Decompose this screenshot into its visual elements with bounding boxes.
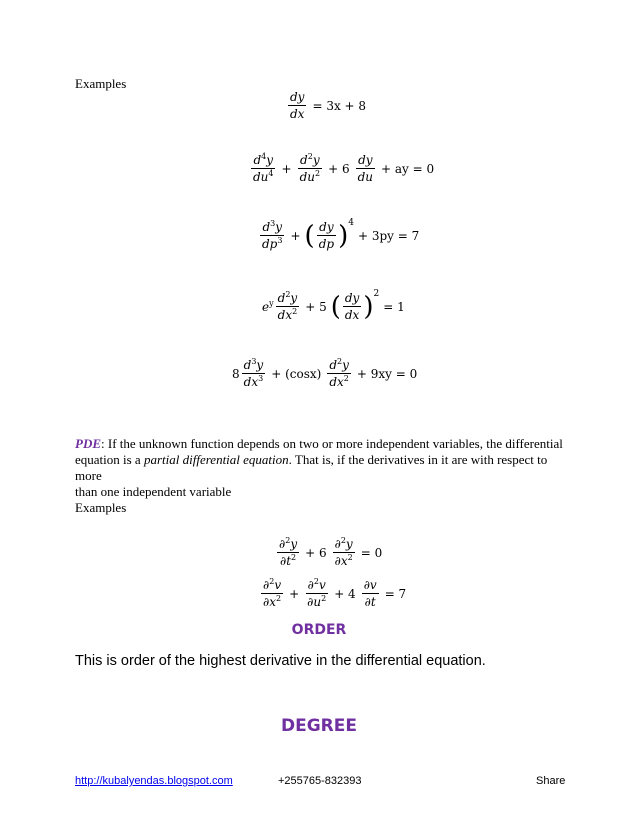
fraction [356,153,375,184]
numerator: $d^2y$ [300,152,320,167]
rhs: = 3x + 8 [312,98,367,113]
left-paren: ( [304,220,315,251]
equation-3 [258,220,423,251]
fraction [298,153,323,184]
pde-term: partial differential equation [143,452,289,467]
numerator: ∂$^2$y [279,536,298,551]
fraction [317,220,336,251]
equation-4 [262,291,409,322]
operator: + [289,586,300,601]
fraction [242,358,266,389]
examples-label-2: Examples [75,500,127,515]
fraction [260,220,284,251]
denominator: du [357,170,374,184]
numerator: ∂$^2$v [307,577,326,592]
operator: + [290,228,301,243]
denominator: $\partial t^2$ [279,553,297,568]
equation-1 [286,90,370,121]
numerator: ∂$^2$v [263,577,282,592]
numerator: ∂$^2$y [334,536,353,551]
fraction [261,578,283,609]
prefix: $e^y$ [262,298,274,314]
pde-label: PDE [75,436,101,451]
numerator: $d^3y$ [243,357,264,372]
operator: + (cosx) [271,366,322,381]
numerator: $d^4y$ [253,152,274,167]
numerator: dy [290,90,305,104]
degree-heading: DEGREE [281,716,357,736]
denominator: dp [318,237,335,251]
rhs: = 0 [360,545,383,560]
fraction [333,537,355,568]
exponent: 2 [373,289,380,299]
rhs: + 3py = 7 [357,228,420,243]
footer-phone: +255765-832393 [278,775,362,787]
denominator: ∂t [364,595,376,609]
pde-line-3: than one independent variable [75,484,232,499]
denominator: $dx^3$ [243,374,264,389]
order-heading: ORDER [291,622,347,638]
operator: + 6 [328,161,350,176]
rhs: + ay = 0 [381,161,435,176]
rhs: = 7 [384,586,407,601]
denominator: $dx^2$ [329,374,349,389]
equation-5 [232,358,421,389]
order-text: This is order of the highest derivative in the differential equation. [75,653,486,669]
equation-7 [259,578,410,609]
exponent: 4 [348,218,354,228]
right-paren: ) [363,291,374,322]
denominator: dx [344,308,360,322]
numerator: dy [319,220,334,234]
denominator: $dx^2$ [277,307,298,322]
numerator: ∂v [363,578,377,592]
fraction [343,291,361,322]
fraction [277,537,299,568]
operator: + 5 [305,299,327,314]
denominator: $\partial u^2$ [307,594,327,609]
equation-6 [275,537,386,568]
footer-link[interactable]: http://kubalyendas.blogspot.com [75,775,233,787]
pde-line-2: equation is a partial differential equation. That is, if the derivatives in it are with respect to more [75,452,548,483]
numerator: $d^2y$ [277,290,298,305]
denominator: dx [290,107,305,121]
fraction [288,90,306,121]
operator: + [281,161,292,176]
denominator: $\partial x^2$ [334,553,353,568]
numerator: $d^2y$ [329,357,349,372]
pde-line-1: PDE: If the unknown function depends on two or more independent variables, the differential [75,436,563,451]
fraction [305,578,328,609]
share-link[interactable]: Share [536,775,566,787]
rhs: = 1 [383,299,405,314]
operator: + 6 [305,545,327,560]
denominator: $dp^3$ [262,236,283,251]
fraction [327,358,351,389]
numerator: $d^3y$ [262,219,283,234]
fraction [251,153,276,184]
numerator: dy [358,153,373,167]
denominator: $du^4$ [253,169,274,184]
coefficient: 8 [232,366,240,381]
examples-label: Examples [75,76,127,91]
equation-2 [249,153,438,184]
left-paren: ( [330,291,341,322]
denominator: $\partial x^2$ [263,594,282,609]
operator: + 4 [334,586,356,601]
fraction [276,291,300,322]
right-paren: ) [338,220,349,251]
fraction [362,578,379,609]
pde-paragraph [75,436,575,516]
rhs: + 9xy = 0 [356,366,418,381]
denominator: $du^2$ [299,169,321,184]
numerator: dy [344,291,360,305]
